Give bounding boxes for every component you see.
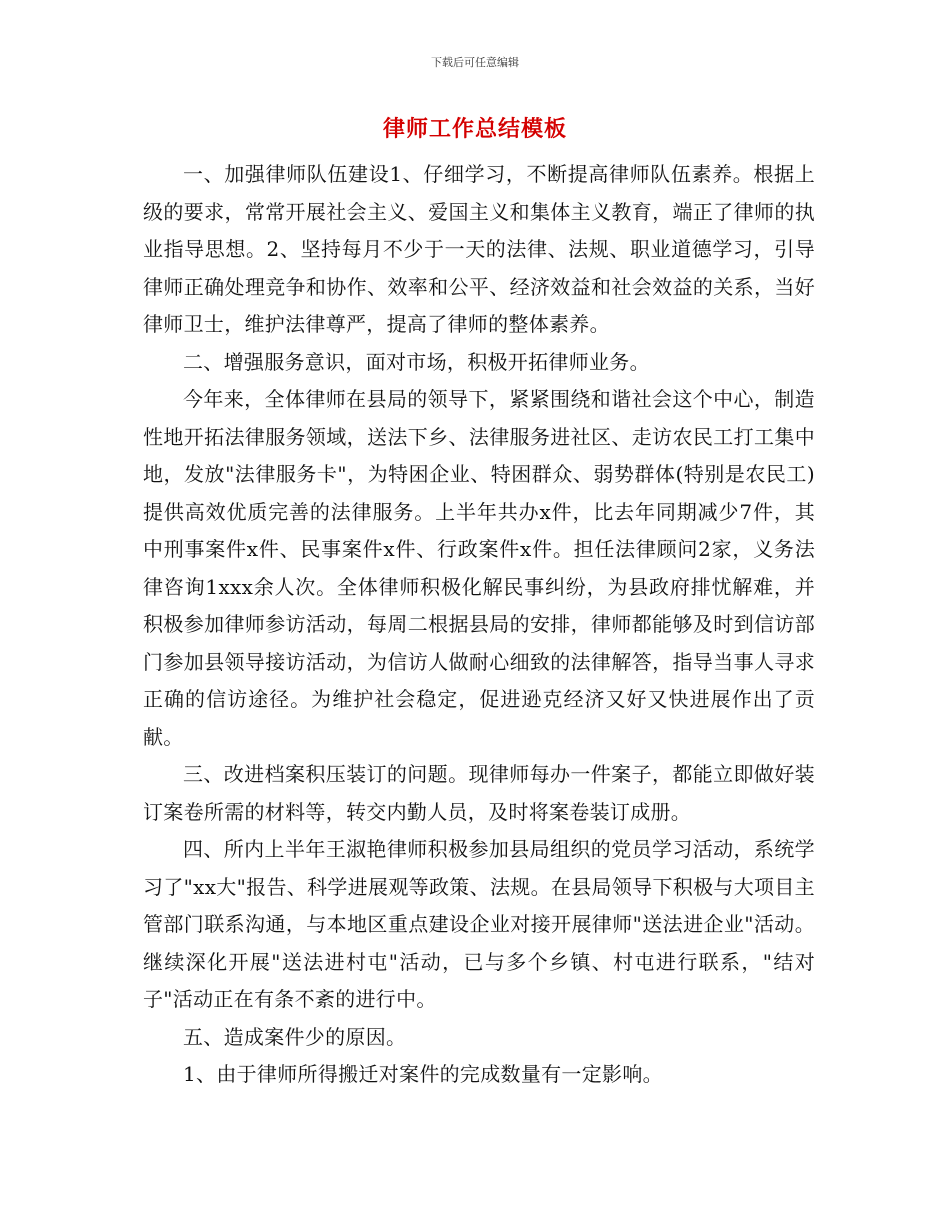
paragraph-section-2-body: 今年来，全体律师在县局的领导下，紧紧围绕和谐社会这个中心，制造性地开拓法律服务领域，送法下乡、法律服务进社区、走访农民工打工集中地，发放"法律服务卡"，为特困企业、特困群众、弱势群体(特别是农民工)提供高效优质完善的法律服务。上半年共办x件，比去年同期减少7件，其中刑事案件x件、民事案件x件、行政案件x件。担任法律顾问2家，义务法律咨询1xxx余人次。全体律师积极化解民事纠纷，为县政府排忧解难，并积极参加律师参访活动，每周二根据县局的安排，律师都能够及时到信访部门参加县领导接访活动，为信访人做耐心细致的法律解答，指导当事人寻求正确的信访途径。为维护社会稳定，促进逊克经济又好又快进展作出了贡献。 [143,387,815,749]
paragraph-section-2-heading: 二、增强服务意识，面对市场，积极开拓律师业务。 [183,349,650,374]
paragraph-section-1: 一、加强律师队伍建设1、仔细学习，不断提高律师队伍素养。根据上级的要求，常常开展社会主义、爱国主义和集体主义教育，端正了律师的执业指导思想。2、坚持每月不少于一天的法律、法规、职业道德学习，引导律师正确处理竞争和协作、效率和公平、经济效益和社会效益的关系，当好律师卫士，维护法律尊严，提高了律师的整体素养。 [143,162,815,336]
paragraph-section-5-heading: 五、造成案件少的原因。 [183,1024,407,1049]
document-title: 律师工作总结模板 [382,117,567,142]
page-header-note: 下载后可任意编辑 [431,56,519,69]
paragraph-section-4: 四、所内上半年王淑艳律师积极参加县局组织的党员学习活动，系统学习了"xx大"报告、科学进展观等政策、法规。在县局领导下积极与大项目主管部门联系沟通，与本地区重点建设企业对接开展律师"送法进企业"活动。继续深化开展"送法进村屯"活动，已与多个乡镇、村屯进行联系，"结对子"活动正在有条不紊的进行中。 [143,837,815,1011]
paragraph-section-5-item-1: 1、由于律师所得搬迁对案件的完成数量有一定影响。 [183,1062,663,1086]
document-body [143,156,815,1094]
paragraph-section-3: 三、改进档案积压装订的问题。现律师每办一件案子，都能立即做好装订案卷所需的材料等，转交内勤人员，及时将案卷装订成册。 [143,762,815,824]
